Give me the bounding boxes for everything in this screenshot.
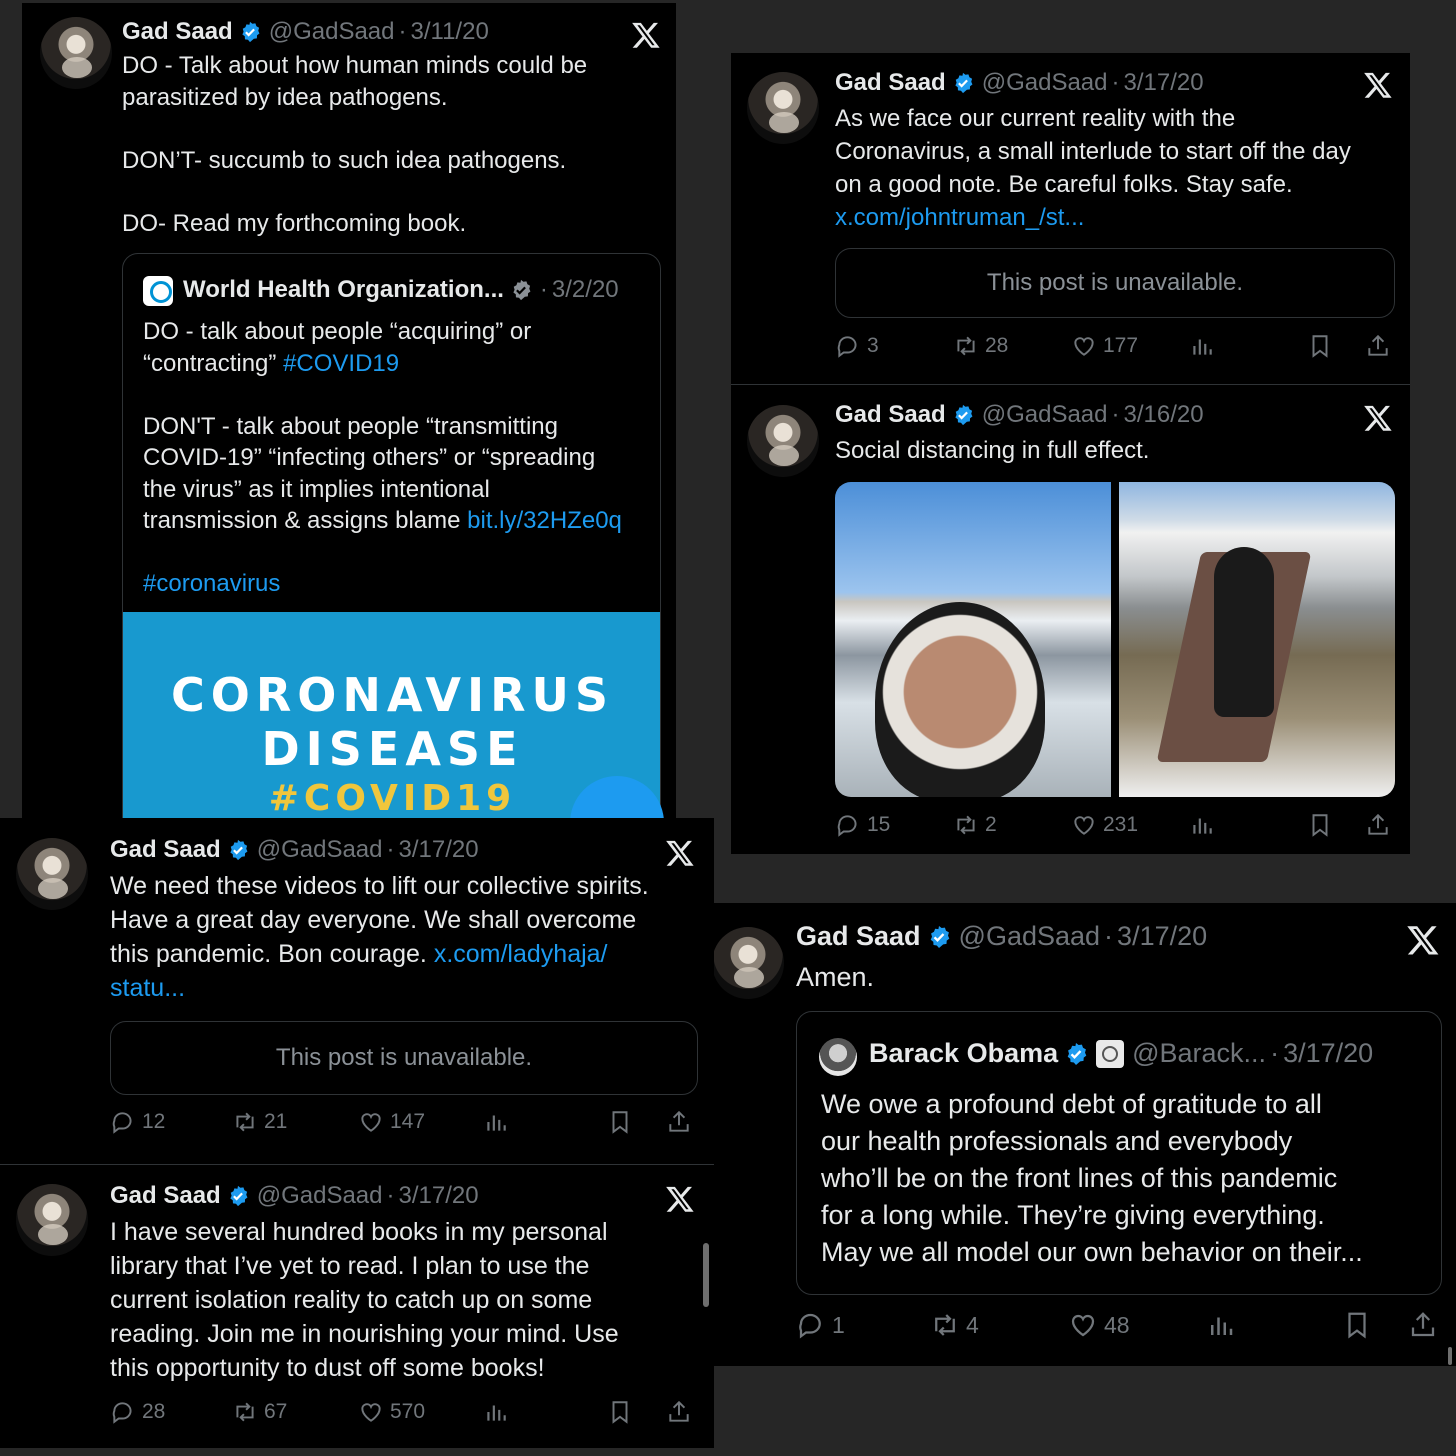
avatar[interactable] [747,405,819,477]
author-handle[interactable]: @GadSaad [268,18,395,45]
tweet-header [110,836,479,864]
like-button[interactable] [358,1399,425,1425]
repost-button[interactable] [232,1399,287,1425]
bookmark-button[interactable] [1307,333,1333,359]
views-button[interactable] [483,1109,509,1135]
url-link[interactable]: x.com/ladyhaja/ [433,940,608,968]
bookmark-button[interactable] [1307,812,1333,838]
repost-count: 2 [985,813,997,836]
reply-count: 15 [867,813,891,836]
repost-icon [232,1399,258,1425]
avatar[interactable] [16,1184,88,1256]
quote-text [821,1086,1433,1271]
reply-count: 1 [832,1311,845,1338]
text-line: DO- Read my forthcoming book. [122,210,467,237]
repost-count: 28 [985,334,1009,357]
timestamp[interactable]: 3/2/20 [551,276,619,303]
text-line [110,937,710,971]
repost-button[interactable] [953,333,1008,359]
text-line: We need these videos to lift our collective spirits. [110,872,649,900]
text-line: this opportunity to dust off some books! [110,1354,545,1382]
repost-count: 4 [966,1311,979,1338]
person-reclining [1214,547,1274,717]
url-link[interactable]: bit.ly/32HZe0q [467,507,622,534]
text-line: I have several hundred books in my personal [110,1218,608,1246]
tweet-text [835,102,1405,234]
separator: · [1111,69,1120,96]
tweet-header [835,69,1204,97]
text-line: the virus” as it implies intentional [143,475,490,503]
hashtag-link[interactable]: #COVID19 [283,349,400,377]
like-count: 231 [1103,813,1139,836]
share-button[interactable] [1365,812,1391,838]
repost-count: 67 [264,1400,288,1423]
text-line [122,114,662,145]
like-count: 147 [390,1110,426,1133]
url-link[interactable]: statu... [110,974,186,1002]
divider [731,384,1410,385]
like-icon [358,1399,384,1425]
panel-tweet-1 [22,3,676,818]
quote-author-name[interactable]: World Health Organization... [183,276,504,303]
views-button[interactable] [1189,812,1215,838]
bookmark-icon [1307,333,1333,359]
verified-badge-icon [510,279,532,301]
share-icon [666,1399,692,1425]
like-count: 177 [1103,334,1139,357]
reply-count: 12 [142,1110,166,1133]
quote-author-handle[interactable]: @Barack... [1132,1038,1267,1068]
quote-header [183,276,619,304]
avatar[interactable] [747,72,819,144]
views-icon [483,1399,509,1425]
text-line [143,505,653,537]
separator: · [539,276,548,303]
bookmark-icon [1307,812,1333,838]
verified-badge-icon [952,404,974,426]
person-face [875,602,1045,797]
blank-line [143,379,653,411]
banner-tag: #COVID19 [268,778,517,818]
text-line: DO - Talk about how human minds could be [122,52,588,79]
author-name[interactable]: Gad Saad [122,18,233,45]
text-line: library that I’ve yet to read. I plan to use the [110,1252,590,1280]
timestamp[interactable]: 3/17/20 [398,1182,479,1209]
scrollbar[interactable] [1448,1347,1452,1365]
like-count: 570 [390,1400,426,1423]
like-icon [358,1109,384,1135]
text-line: DON’T- succumb to such idea pathogens. [122,147,567,174]
action-bar [796,1310,1442,1344]
like-button[interactable] [358,1109,425,1135]
text-line [143,348,653,380]
like-button[interactable] [1068,1310,1130,1340]
divider [0,1164,714,1165]
verified-badge-icon [227,1185,249,1207]
timestamp[interactable]: 3/16/20 [1123,401,1204,428]
like-count: 48 [1104,1311,1130,1338]
panel-tweets-2-3 [731,53,1410,854]
avatar[interactable] [40,17,112,89]
bookmark-button[interactable] [607,1109,633,1135]
x-logo-icon [1406,923,1440,957]
repost-icon [930,1310,960,1340]
quote-author-name[interactable]: Barack Obama [869,1038,1059,1068]
tweet-header [122,18,489,46]
text-span: transmission & assigns blame [143,507,468,534]
share-icon [1408,1310,1438,1340]
reply-button[interactable] [110,1109,165,1135]
reply-icon [835,333,861,359]
bookmark-button[interactable] [1342,1310,1372,1340]
text-span: this pandemic. Bon courage. [110,940,434,968]
x-logo-icon [1363,403,1393,433]
repost-button[interactable] [232,1109,287,1135]
views-icon [1189,812,1215,838]
text-line: DON'T - talk about people “transmitting [143,412,558,440]
bookmark-button[interactable] [607,1399,633,1425]
reply-count: 28 [142,1400,166,1423]
action-bar [110,1109,698,1143]
action-bar [835,333,1395,367]
quoted-tweet[interactable] [122,253,661,818]
quote-header [869,1038,1373,1069]
text-line: who’ll be on the front lines of this pandemic [821,1163,1338,1193]
unavailable-post-card: This post is unavailable. [835,248,1395,318]
text-line: As we face our current reality with the [835,105,1236,132]
reply-icon [796,1310,826,1340]
separator: · [386,836,395,863]
separator: · [398,18,407,45]
separator: · [1111,401,1120,428]
covid-banner-image[interactable] [123,612,661,818]
action-bar [110,1399,698,1433]
share-icon [666,1109,692,1135]
author-name[interactable]: Gad Saad [835,69,946,96]
like-icon [1068,1310,1098,1340]
author-name[interactable]: Gad Saad [110,836,221,863]
reply-button[interactable] [835,812,890,838]
repost-icon [953,333,979,359]
text-line: for a long while. They’re giving everything. [821,1200,1325,1230]
text-line: We owe a profound debt of gratitude to all [821,1089,1322,1119]
text-line: current isolation reality to catch up on some [110,1286,593,1314]
views-button[interactable] [483,1399,509,1425]
action-bar [835,812,1395,846]
like-button[interactable] [1071,333,1138,359]
views-button[interactable] [1206,1310,1236,1340]
text-line: May we all model our own behavior on their... [821,1237,1363,1267]
verified-badge-icon [239,21,261,43]
separator: · [386,1182,395,1209]
panel-tweet-6 [714,903,1456,1366]
x-logo-icon [631,20,661,50]
avatar[interactable] [16,838,88,910]
reply-icon [835,812,861,838]
panel-tweets-4-5 [0,818,714,1448]
text-line [122,177,662,208]
timestamp[interactable]: 3/17/20 [1283,1038,1374,1068]
unavailable-post-card: This post is unavailable. [110,1021,698,1095]
avatar[interactable] [714,927,784,999]
photo-selfie[interactable] [835,482,1111,797]
tweet-text [110,869,710,1005]
url-link[interactable]: x.com/johntruman_/st... [835,204,1085,231]
timestamp[interactable]: 3/11/20 [410,18,489,45]
repost-icon [953,812,979,838]
text-line: Coronavirus, a small interlude to start off the day [835,138,1351,165]
quoted-tweet[interactable] [796,1011,1442,1295]
verified-badge-icon [1064,1042,1088,1066]
views-icon [1189,333,1215,359]
text-line: DO - talk about people “acquiring” or [143,318,532,345]
text-line: COVID-19” “infecting others” or “spreading [143,444,596,471]
like-icon [1071,333,1097,359]
repost-icon [232,1109,258,1135]
like-icon [1071,812,1097,838]
text-span: “contracting” [143,349,284,377]
repost-button[interactable] [930,1310,979,1340]
quote-text [143,316,653,600]
reply-icon [110,1109,136,1135]
reply-icon [110,1399,136,1425]
x-logo-icon [665,838,695,868]
separator: · [1104,921,1114,951]
text-line: our health professionals and everybody [821,1126,1293,1156]
text-line: reading. Join me in nourishing your mind. Use [110,1320,619,1348]
author-handle[interactable]: @GadSaad [256,1182,383,1209]
share-button[interactable] [666,1399,692,1425]
photo-lounge-chair[interactable] [1119,482,1395,797]
reply-button[interactable] [110,1399,165,1425]
blank-line [143,537,653,569]
views-icon [1206,1310,1236,1340]
timestamp[interactable]: 3/17/20 [1123,69,1204,96]
tweet-header [110,1182,479,1210]
timestamp[interactable]: 3/17/20 [1117,921,1208,951]
tweet-text: Amen. [796,962,875,992]
like-button[interactable] [1071,812,1138,838]
author-handle[interactable]: @GadSaad [958,921,1101,951]
x-logo-icon [1363,70,1393,100]
text-line: on a good note. Be careful folks. Stay safe. [835,171,1293,198]
tweet-header [796,921,1207,952]
author-name[interactable]: Gad Saad [110,1182,221,1209]
tweet-text [122,50,662,240]
timestamp[interactable]: 3/17/20 [398,836,479,863]
tweet-text: Social distancing in full effect. [835,437,1150,464]
x-logo-icon [665,1184,695,1214]
repost-count: 21 [264,1110,288,1133]
bookmark-icon [607,1399,633,1425]
separator: · [1270,1038,1280,1068]
share-button[interactable] [1408,1310,1438,1340]
share-icon [1365,812,1391,838]
repost-button[interactable] [953,812,997,838]
bookmark-icon [1342,1310,1372,1340]
quote-avatar [819,1038,857,1076]
verified-badge-icon [927,925,951,949]
bookmark-icon [607,1109,633,1135]
verified-badge-icon [227,839,249,861]
tweet-header [835,401,1204,429]
author-handle[interactable]: @GadSaad [981,401,1108,428]
views-icon [483,1109,509,1135]
author-handle[interactable]: @GadSaad [256,836,383,863]
who-logo-icon [143,276,173,306]
text-line: Have a great day everyone. We shall overcome [110,906,637,934]
reply-count: 3 [867,334,879,357]
author-name[interactable]: Gad Saad [835,401,946,428]
verified-badge-icon [952,72,974,94]
hashtag-link[interactable]: #coronavirus [143,570,281,597]
government-seal-icon [1096,1040,1124,1068]
author-name[interactable]: Gad Saad [796,921,921,951]
tweet-text [110,1215,690,1385]
reply-button[interactable] [796,1310,845,1340]
share-icon [1365,333,1391,359]
views-button[interactable] [1189,333,1215,359]
share-button[interactable] [1365,333,1391,359]
text-line: parasitized by idea pathogens. [122,84,448,111]
reply-button[interactable] [835,333,879,359]
author-handle[interactable]: @GadSaad [981,69,1108,96]
banner-title: CORONAVIRUS DISEASE [171,668,614,776]
scrollbar[interactable] [703,1243,709,1307]
share-button[interactable] [666,1109,692,1135]
